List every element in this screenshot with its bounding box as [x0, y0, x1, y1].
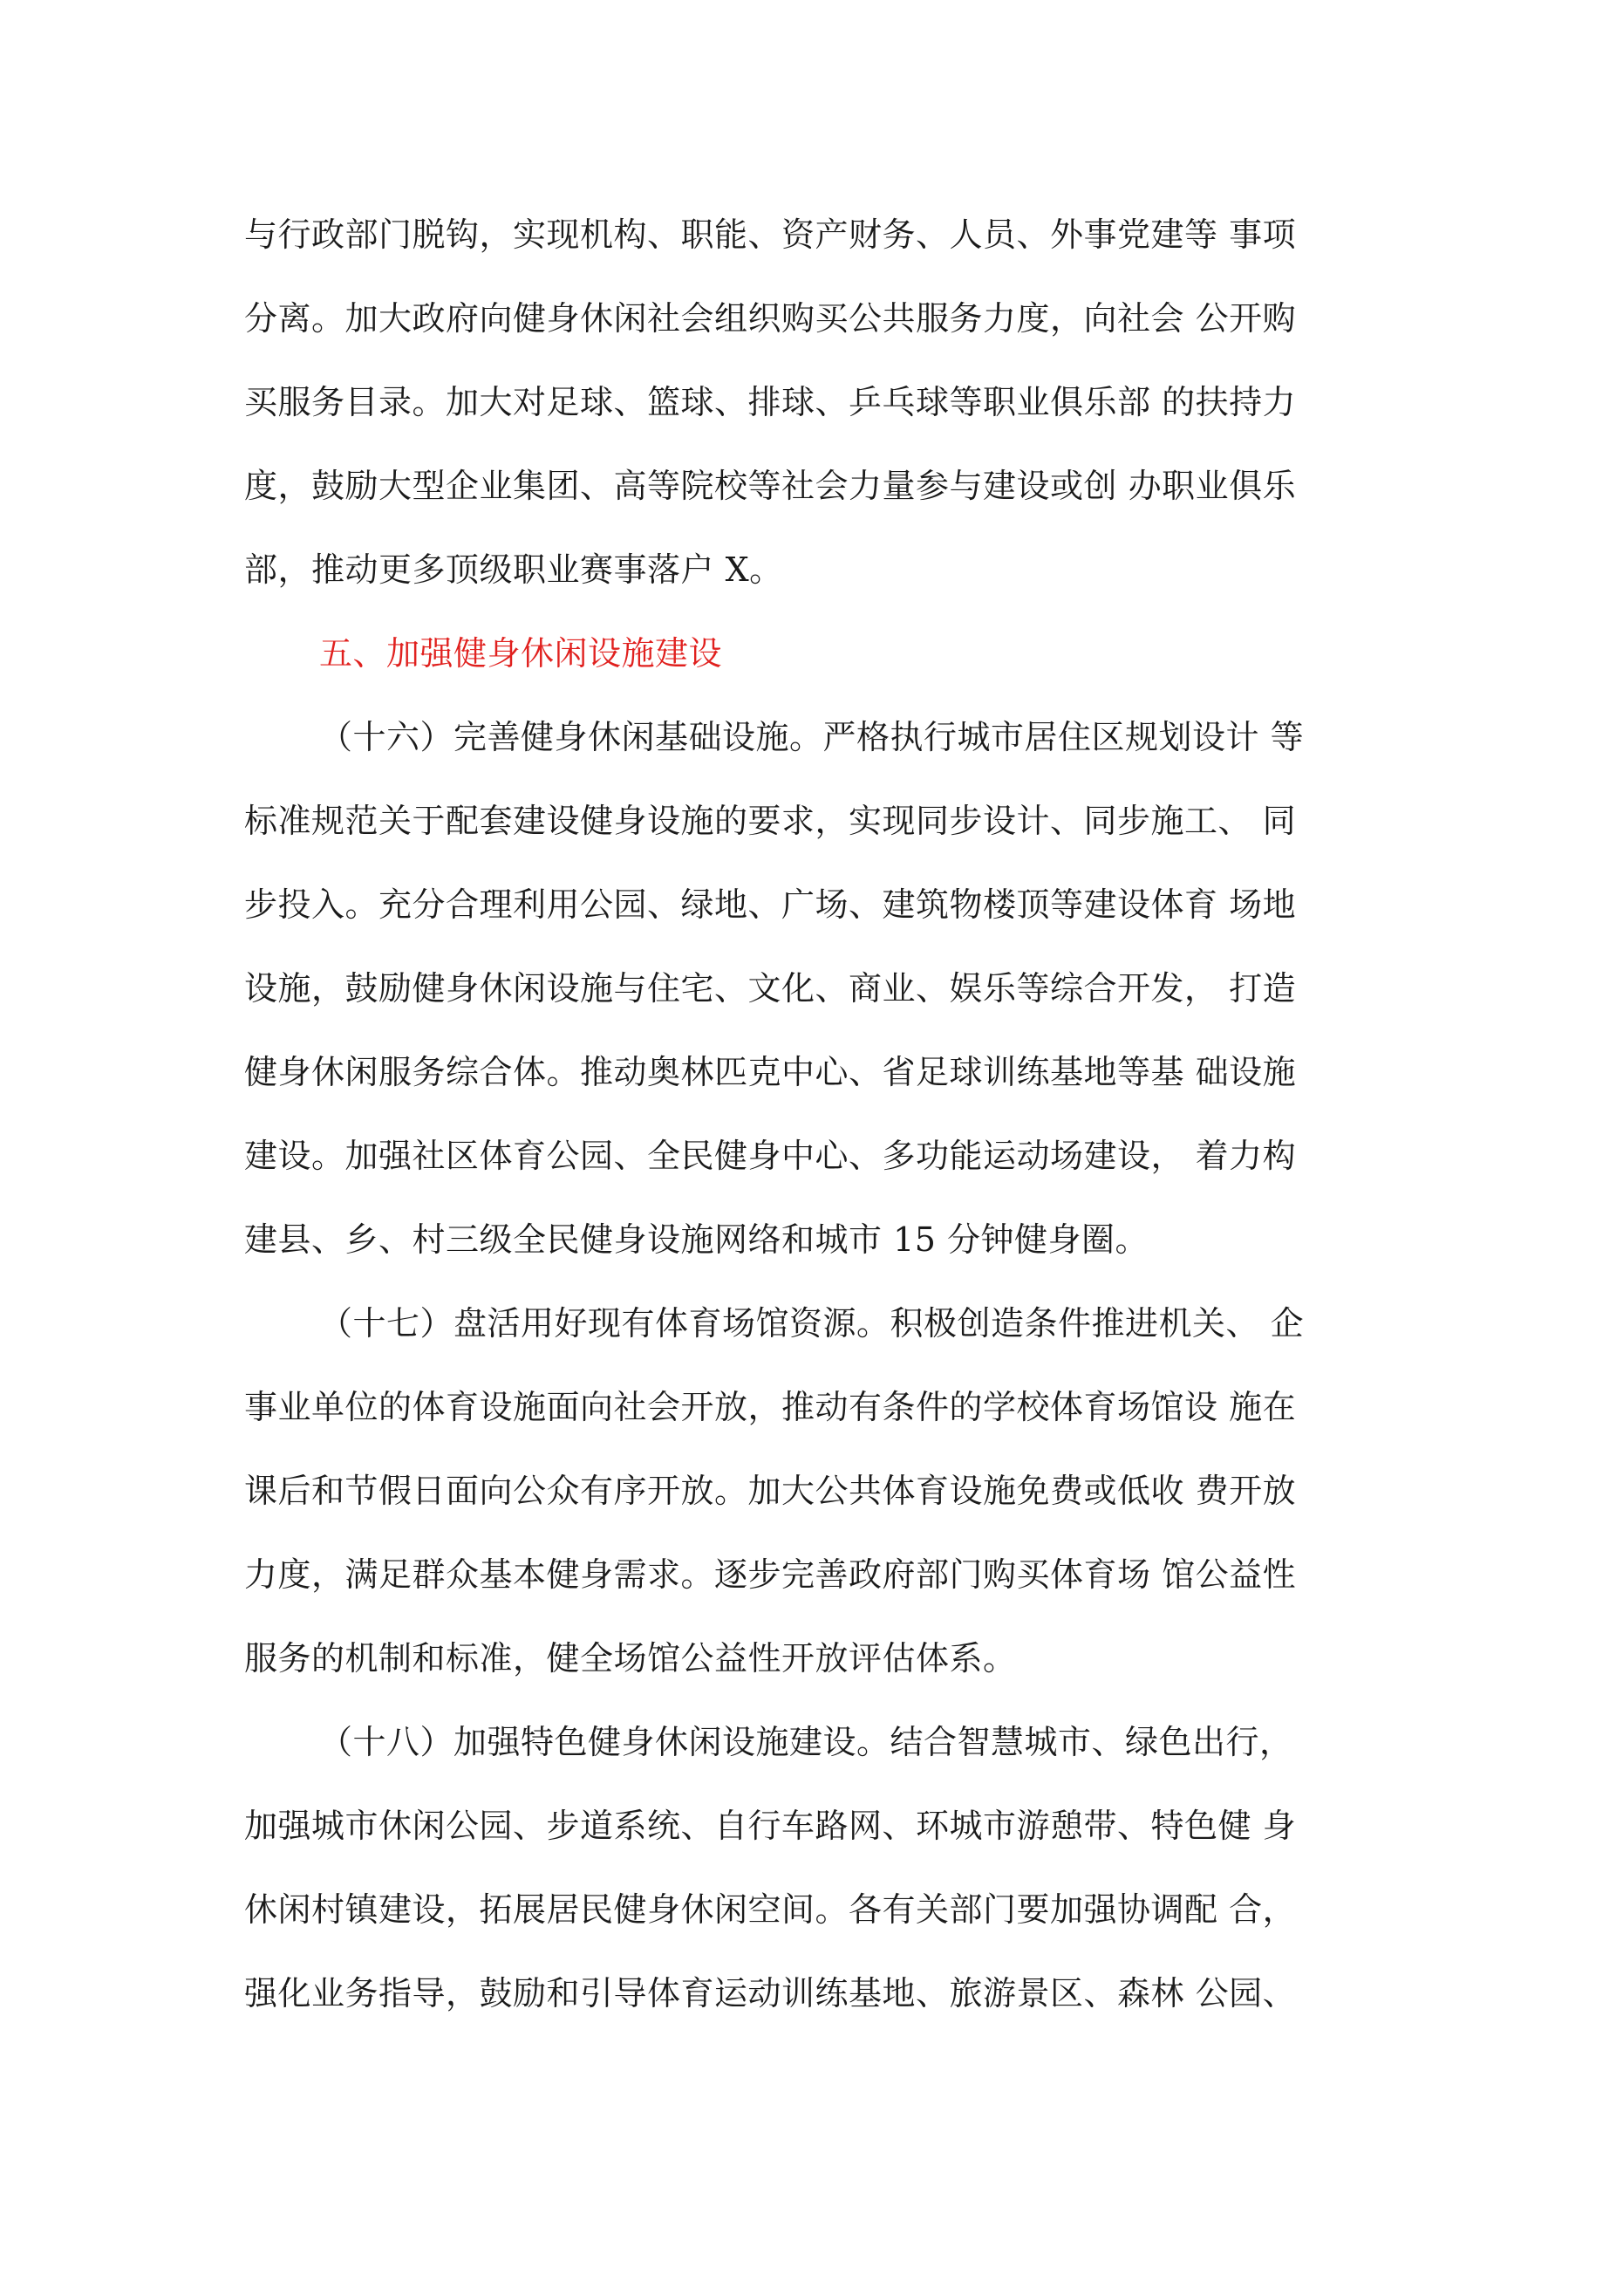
paragraph-line: （十八）加强特色健身休闲设施建设。结合智慧城市、绿色出行，	[319, 1723, 1293, 1761]
paragraph-line: 标准规范关于配套建设健身设施的要求，实现同步设计、同步施工、 同	[244, 802, 1297, 840]
paragraph-line: 加强城市休闲公园、步道系统、自行车路网、环城市游憩带、特色健 身	[244, 1807, 1297, 1845]
paragraph-line: 买服务目录。加大对足球、篮球、排球、乒乓球等职业俱乐部 的扶持力	[244, 383, 1297, 421]
paragraph-line: （十六）完善健身休闲基础设施。严格执行城市居住区规划设计 等	[319, 718, 1305, 756]
paragraph-line: 健身休闲服务综合体。推动奥林匹克中心、省足球训练基地等基 础设施	[244, 1053, 1297, 1091]
paragraph-line: 与行政部门脱钩，实现机构、职能、资产财务、人员、外事党建等 事项	[244, 215, 1297, 254]
paragraph-line: 建县、乡、村三级全民健身设施网络和城市 15 分钟健身圈。	[244, 1220, 1149, 1259]
paragraph-line: 事业单位的体育设施面向社会开放，推动有条件的学校体育场馆设 施在	[244, 1388, 1297, 1426]
paragraph-line: 分离。加大政府向健身休闲社会组织购买公共服务力度，向社会 公开购	[244, 299, 1297, 338]
paragraph-line: 服务的机制和标准，健全场馆公益性开放评估体系。	[244, 1639, 1017, 1678]
paragraph-line: 建设。加强社区体育公园、全民健身中心、多功能运动场建设， 着力构	[244, 1137, 1297, 1175]
paragraph-line: 力度，满足群众基本健身需求。逐步完善政府部门购买体育场 馆公益性	[244, 1555, 1297, 1594]
paragraph-line: 设施，鼓励健身休闲设施与住宅、文化、商业、娱乐等综合开发， 打造	[244, 969, 1297, 1008]
paragraph-line: 休闲村镇建设，拓展居民健身休闲空间。各有关部门要加强协调配 合，	[244, 1890, 1297, 1929]
paragraph-line: 强化业务指导，鼓励和引导体育运动训练基地、旅游景区、森林 公园、	[244, 1974, 1297, 2012]
paragraph-line: 步投入。充分合理利用公园、绿地、广场、建筑物楼顶等建设体育 场地	[244, 885, 1297, 924]
paragraph-line: （十七）盘活用好现有体育场馆资源。积极创造条件推进机关、 企	[319, 1304, 1305, 1343]
paragraph-line: 课后和节假日面向公众有序开放。加大公共体育设施免费或低收 费开放	[244, 1472, 1297, 1510]
paragraph-line: 度，鼓励大型企业集团、高等院校等社会力量参与建设或创 办职业俱乐	[244, 467, 1297, 505]
paragraph-line: 部，推动更多顶级职业赛事落户 X。	[244, 550, 783, 589]
section-heading: 五、加强健身休闲设施建设	[319, 634, 723, 673]
